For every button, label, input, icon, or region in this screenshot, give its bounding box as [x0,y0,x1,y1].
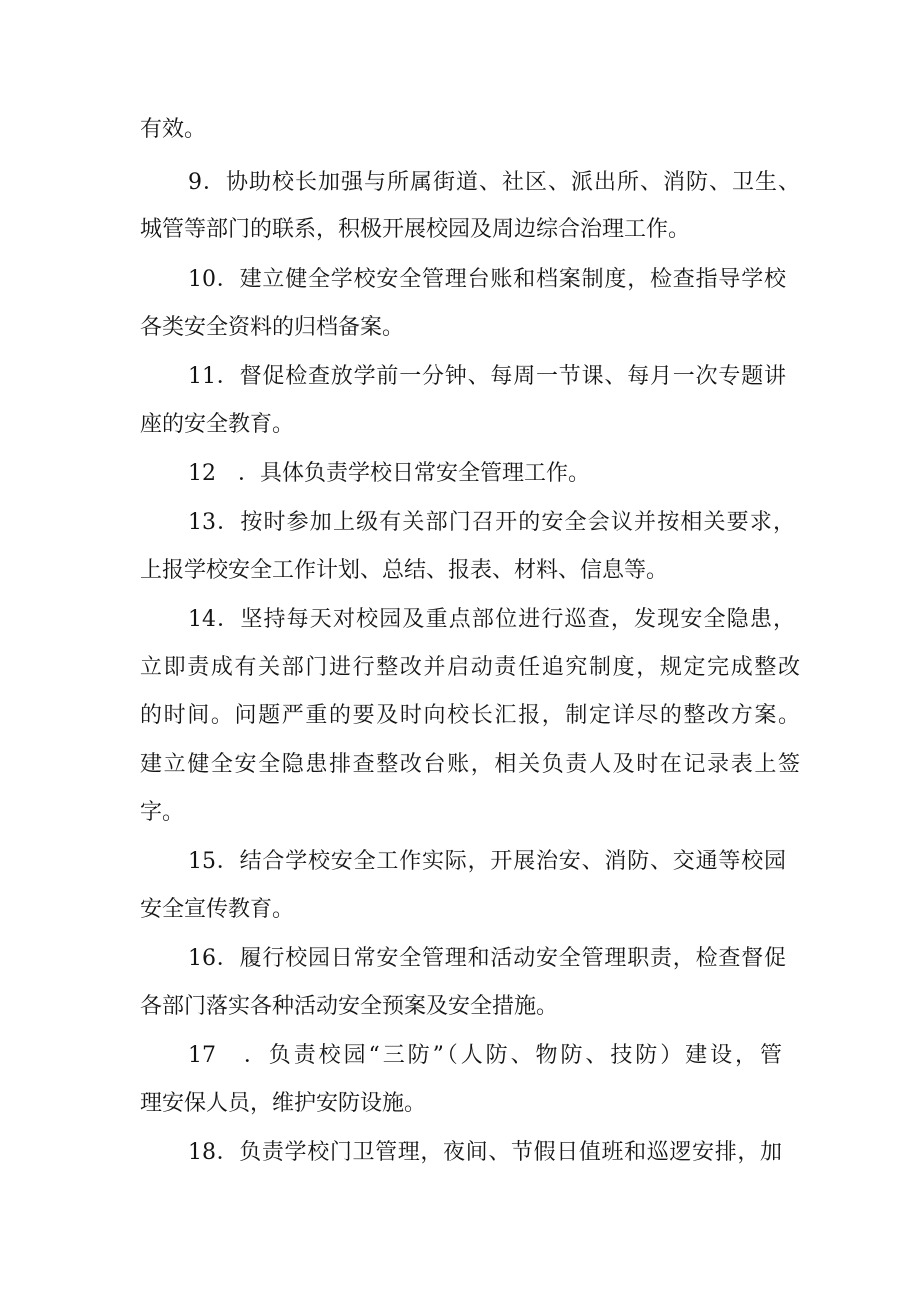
document-line: 17 ．负责校园“三防”（人防、物防、技防）建设，管 [188,1043,782,1068]
document-line: 13．按时参加上级有关部门召开的安全会议并按相关要求， [188,510,795,535]
document-line: 9．协助校长加强与所属街道、社区、派出所、消防、卫生、 [188,170,800,195]
document-line: 城管等部门的联系，积极开展校园及周边综合治理工作。 [140,217,691,242]
document-line: 字。 [140,800,185,825]
document-line: 10．建立健全学校安全管理台账和档案制度，检查指导学校 [188,267,786,292]
document-line: 12 ．具体负责学校日常安全管理工作。 [188,461,590,486]
document-line: 安全宣传教育。 [140,897,295,922]
document-line: 各类安全资料的归档备案。 [140,315,405,340]
document-line: 16．履行校园日常安全管理和活动安全管理职责，检查督促 [188,946,786,971]
document-line: 11．督促检查放学前一分钟、每周一节课、每月一次专题讲 [188,364,786,389]
document-line: 各部门落实各种活动安全预案及安全措施。 [140,994,559,1019]
document-line: 有效。 [140,117,207,142]
document-line: 建立健全安全隐患排查整改台账，相关负责人及时在记录表上签 [140,752,800,777]
document-line: 的时间。问题严重的要及时向校长汇报，制定详尽的整改方案。 [140,703,800,728]
document-line: 14．坚持每天对校园及重点部位进行巡查，发现安全隐患， [188,607,795,632]
document-line: 上报学校安全工作计划、总结、报表、材料、信息等。 [140,558,669,583]
document-line: 理安保人员，维护安防设施。 [140,1091,427,1116]
document-line: 立即责成有关部门进行整改并启动责任追究制度，规定完成整改 [140,655,800,680]
document-line: 15．结合学校安全工作实际，开展治安、消防、交通等校园 [188,849,786,874]
document-line: 座的安全教育。 [140,412,295,437]
document-line: 18．负责学校门卫管理，夜间、节假日值班和巡逻安排，加 [188,1140,782,1165]
